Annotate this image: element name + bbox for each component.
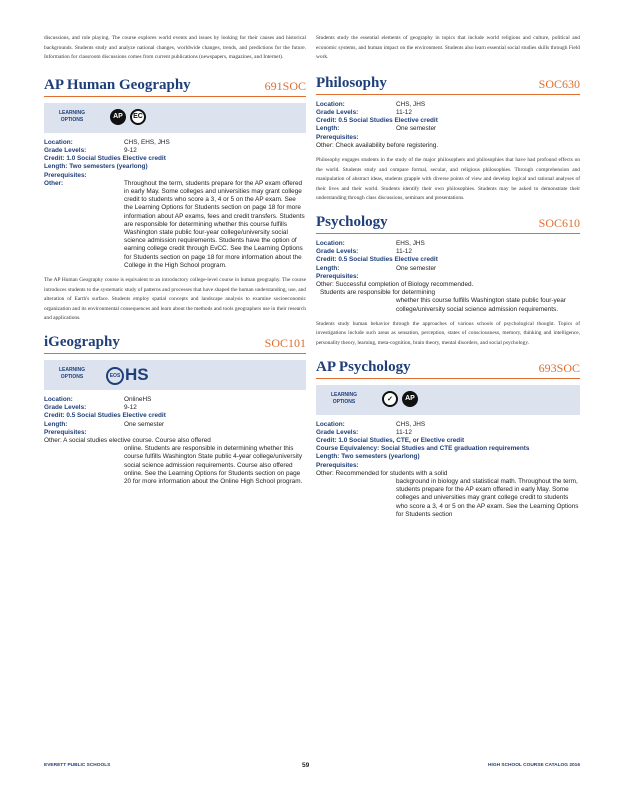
- course-title: iGeography: [44, 334, 120, 350]
- length-label: Length:: [44, 420, 68, 428]
- grade-label: Grade Levels:: [316, 248, 359, 256]
- location-value: EHS, JHS: [396, 239, 425, 247]
- location-label: Location:: [316, 420, 345, 428]
- right-column: [316, 0, 580, 519]
- course-equivalency: Course Equivalency: Social Studies and CTE graduation requirements: [316, 445, 530, 453]
- course-ap-psychology: [316, 359, 580, 519]
- grade-value: 11-12: [396, 108, 412, 116]
- other-first-line: Other: Recommended for students with a solid: [316, 469, 448, 477]
- online-hs-logo-text: HS: [125, 365, 149, 384]
- course-header: [44, 334, 306, 354]
- course-psychology: [316, 214, 580, 349]
- location-label: Location:: [316, 100, 345, 108]
- course-info: [44, 139, 306, 270]
- location-value: CHS, EHS, JHS: [124, 138, 170, 146]
- credit: Credit: 0.5 Social Studies Elective credit: [316, 117, 438, 125]
- college-credit-badge-icon: EC: [130, 109, 146, 125]
- other-first-line: Other: Successful completion of Biology recommended.: [316, 280, 474, 288]
- location-value: CHS, JHS: [396, 100, 426, 108]
- course-description: Philosophy engages students in the study of the major philosophers and philosophies that have had profound effects on the world. Students study and compare formal, secular, and religious philosophies. Through comprehension and manipulation of abstract ideas, students grapple with diverse points of view and develop logical and rational analyses of their lives and their world. Students identify their own philosophies. Students may be asked to demonstrate their understanding through class discussions, seminars and presentations.: [316, 157, 580, 202]
- prerequisites-label: Prerequisites:: [316, 133, 359, 141]
- course-info: [316, 101, 580, 150]
- length-value: One semester: [124, 420, 165, 428]
- credit: Credit: 1.0 Social Studies, CTE, or Elective credit: [316, 436, 465, 444]
- location-label: Location:: [44, 396, 73, 403]
- ap-badge-icon: AP: [402, 391, 418, 407]
- course-code: 691SOC: [264, 78, 306, 93]
- learning-options-label: LEARNING OPTIONS: [58, 367, 86, 380]
- location-label: Location:: [316, 239, 345, 247]
- prerequisites-label: Prerequisites:: [44, 171, 87, 179]
- grade-value: 9-12: [124, 404, 137, 412]
- course-header: [316, 359, 580, 379]
- other: Other: Check availability before registering.: [316, 141, 439, 149]
- course-ap-human-geography: [44, 77, 306, 324]
- grade-label: Grade Levels:: [44, 146, 87, 154]
- course-title: Philosophy: [316, 74, 387, 91]
- course-title: AP Human Geography: [44, 76, 191, 93]
- length-value: One semester: [396, 264, 437, 272]
- location-label: Location:: [44, 138, 73, 146]
- learning-options-label: LEARNING OPTIONS: [330, 391, 358, 405]
- prerequisites-label: Prerequisites:: [44, 428, 87, 436]
- cte-checkmark-badge-icon: ✓: [382, 391, 398, 407]
- other-text: online. Students are responsible in determining whether this course fulfills Washington State public 4-year college/university social science admission requirements. Course also offered online. See the Learning Options for Students section on page 20 for more information about the Online High School program.: [124, 445, 303, 486]
- course-title: Psychology: [316, 213, 388, 230]
- length: Length: Two semesters (yearlong): [44, 163, 148, 171]
- other-first-line: Other: A social studies elective course. Course also offered: [44, 437, 211, 445]
- other-text: background in biology and statistical math. Throughout the term, students prepare for the AP exam offered in early May. Some colleges and universities may grant college credit to students who score a 3, 4 or 5 on the AP exam. See the Learning Options for Students section: [396, 478, 579, 518]
- course-description: The AP Human Geography course is equivalent to an introductory college-level course in human geography. The course introduces students to the systematic study of patterns and processes that have shaped the human understanding, use, and alteration of Earth's surface. Students employ spatial concepts and landscape analysis to examine socioeconomic organization and its environmental consequences and learn about the methods and tools geographers use in their research and applications.: [44, 277, 306, 322]
- prerequisites-label: Prerequisites:: [316, 461, 359, 469]
- footer-district: EVERETT PUBLIC SCHOOLS: [44, 763, 111, 768]
- credit: Credit: 1.0 Social Studies Elective credit: [44, 155, 166, 163]
- course-philosophy: [316, 75, 580, 204]
- geography-continuation-paragraph: Students study the essential elements of geography in topics that include world religions and culture, political and economic systems, and human impact on the environment. Students also learn essential social studies skills through Field work.: [316, 35, 580, 61]
- learning-options-label: LEARNING OPTIONS: [58, 109, 86, 123]
- course-info: [316, 240, 580, 314]
- other-second-line: Students are responsible for determining: [320, 289, 436, 297]
- credit: Credit: 0.5 Social Studies Elective credit: [316, 256, 438, 264]
- prerequisites-label: Prerequisites:: [316, 272, 359, 280]
- left-column: [44, 0, 306, 486]
- course-igeography: [44, 334, 306, 486]
- intro-paragraph: discussions, and role playing. The course explores world events and issues by looking for their causes and historical backgrounds. Students study and analyze national changes, worldwide changes, trends, and predictions for the future. Information for classroom discussions comes from current publications (newspapers, magazines, and Internet).: [44, 35, 306, 61]
- course-code: SOC630: [538, 76, 580, 91]
- learning-options-bar: [44, 103, 306, 133]
- other-text: whether this course fulfills Washington state public four-year college/university social science admission requirements.: [396, 297, 566, 313]
- course-code: SOC610: [538, 215, 580, 230]
- page-number: 59: [302, 762, 310, 769]
- grade-value: 11-12: [396, 248, 412, 256]
- location-value: OnlineHS: [124, 396, 152, 403]
- course-header: [316, 214, 580, 234]
- length: Length: Two semesters (yearlong): [316, 453, 420, 461]
- ap-badge-icon: AP: [110, 109, 126, 125]
- page-footer: [44, 763, 580, 768]
- length-label: Length:: [316, 264, 340, 272]
- course-info: [316, 421, 580, 519]
- grade-value: 9-12: [124, 146, 137, 154]
- course-header: [316, 75, 580, 95]
- other-label: Other:: [44, 179, 64, 187]
- grade-label: Grade Levels:: [44, 404, 87, 412]
- length-value: One semester: [396, 125, 437, 133]
- credit: Credit: 0.5 Social Studies Elective credit: [44, 412, 166, 420]
- course-title: AP Psychology: [316, 358, 411, 375]
- course-code: 693SOC: [538, 360, 580, 375]
- length-label: Length:: [316, 125, 340, 133]
- footer-catalog: HIGH SCHOOL COURSE CATALOG 2016: [488, 763, 580, 768]
- learning-options-bar: [316, 385, 580, 415]
- online-hs-logo-icon: EOS HS: [106, 366, 149, 385]
- other-text: Throughout the term, students prepare for the AP exam offered in early May. Some colleges and universities may grant college credit to students who score a 3, 4 or 5 on the AP exam. See the Learning Options for Students section on page 18 for more information about AP exams, fees and credit transfers. Students are responsible for determining whether this course fulfills Washington state public four-year college/university social science admission requirements. Students have the option of earning college credit through EvCC. See the Learning Options for Students section on page 18 for more information about the College in the High School program.: [124, 179, 305, 269]
- learning-options-bar: [44, 360, 306, 390]
- grade-value: 11-12: [396, 428, 412, 436]
- grade-label: Grade Levels:: [316, 428, 359, 436]
- course-info: [44, 396, 306, 486]
- course-description: Students study human behavior through the approaches of various schools of psychological thought. Topics of investigations include such areas as sensation, perception, states of consciousness, memory, thinking and intelligence, personality theory, learning, meta-cognition, brain theory, mental disorders, and social psychology.: [316, 320, 580, 346]
- grade-label: Grade Levels:: [316, 108, 359, 116]
- course-code: SOC101: [264, 336, 306, 350]
- course-header: [44, 77, 306, 97]
- location-value: CHS, JHS: [396, 420, 426, 428]
